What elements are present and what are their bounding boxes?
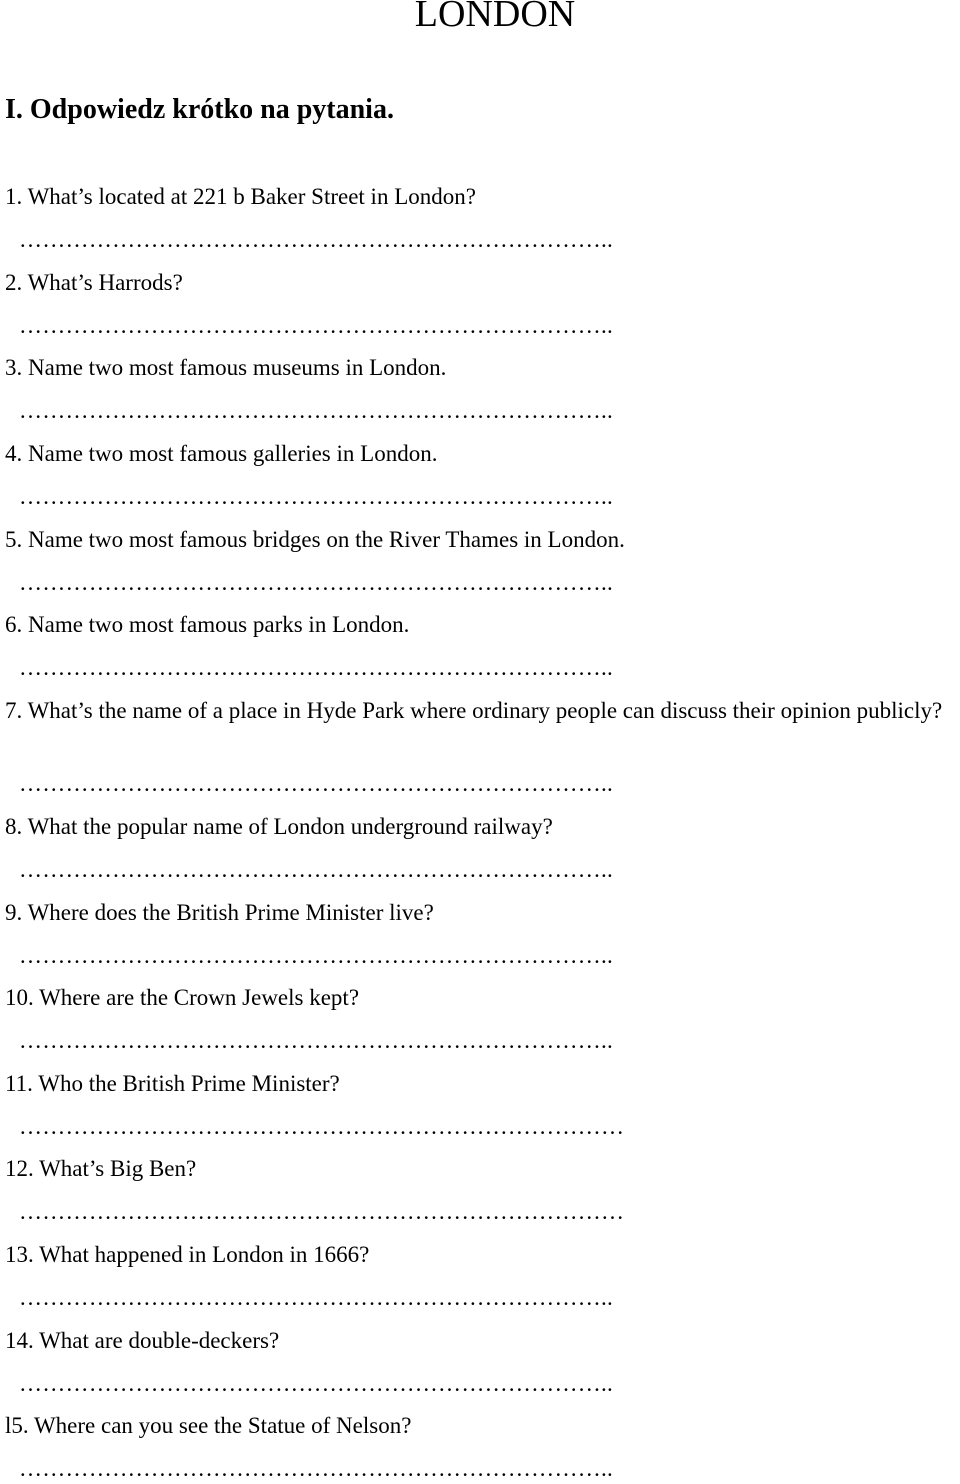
page-title: LONDON	[414, 0, 576, 35]
question-3: 3. Name two most famous museums in London.	[5, 355, 447, 380]
question-10: 10. Where are the Crown Jewels kept?	[5, 985, 360, 1010]
question-8: 8. What the popular name of London underground railway?	[5, 814, 553, 839]
question-7: 7. What’s the name of a place in Hyde Park where ordinary people can discuss their opinion publicly?	[5, 698, 943, 723]
question-6: 6. Name two most famous parks in London.	[5, 612, 410, 637]
section-heading: I. Odpowiedz krótko na pytania.	[5, 94, 394, 125]
question-5: 5. Name two most famous bridges on the River Thames in London.	[5, 527, 625, 552]
question-14: 14. What are double-deckers?	[5, 1328, 280, 1353]
question-1: 1. What’s located at 221 b Baker Street in London?	[5, 184, 476, 209]
answer-line-12[interactable]: ……………………………………………………………………	[19, 1199, 625, 1224]
question-2: 2. What’s Harrods?	[5, 270, 183, 295]
answer-line-13[interactable]: …………………………………………………………………..	[19, 1285, 614, 1310]
question-13: 13. What happened in London in 1666?	[5, 1242, 370, 1267]
question-9: 9. Where does the British Prime Minister live?	[5, 900, 434, 925]
answer-line-8[interactable]: …………………………………………………………………..	[19, 857, 614, 882]
answer-line-15[interactable]: …………………………………………………………………..	[19, 1456, 614, 1481]
answer-line-7[interactable]: …………………………………………………………………..	[19, 771, 614, 796]
answer-line-5[interactable]: …………………………………………………………………..	[19, 570, 614, 595]
question-12: 12. What’s Big Ben?	[5, 1156, 197, 1181]
answer-line-1[interactable]: …………………………………………………………………..	[19, 227, 614, 252]
question-15: l5. Where can you see the Statue of Nelson?	[5, 1413, 412, 1438]
answer-line-2[interactable]: …………………………………………………………………..	[19, 313, 614, 338]
answer-line-3[interactable]: …………………………………………………………………..	[19, 398, 614, 423]
answer-line-10[interactable]: …………………………………………………………………..	[19, 1028, 614, 1053]
answer-line-11[interactable]: ……………………………………………………………………	[19, 1114, 625, 1139]
answer-line-6[interactable]: …………………………………………………………………..	[19, 655, 614, 680]
answer-line-14[interactable]: …………………………………………………………………..	[19, 1371, 614, 1396]
question-11: 11. Who the British Prime Minister?	[5, 1071, 340, 1096]
answer-line-9[interactable]: …………………………………………………………………..	[19, 943, 614, 968]
answer-line-4[interactable]: …………………………………………………………………..	[19, 484, 614, 509]
question-4: 4. Name two most famous galleries in London.	[5, 441, 438, 466]
